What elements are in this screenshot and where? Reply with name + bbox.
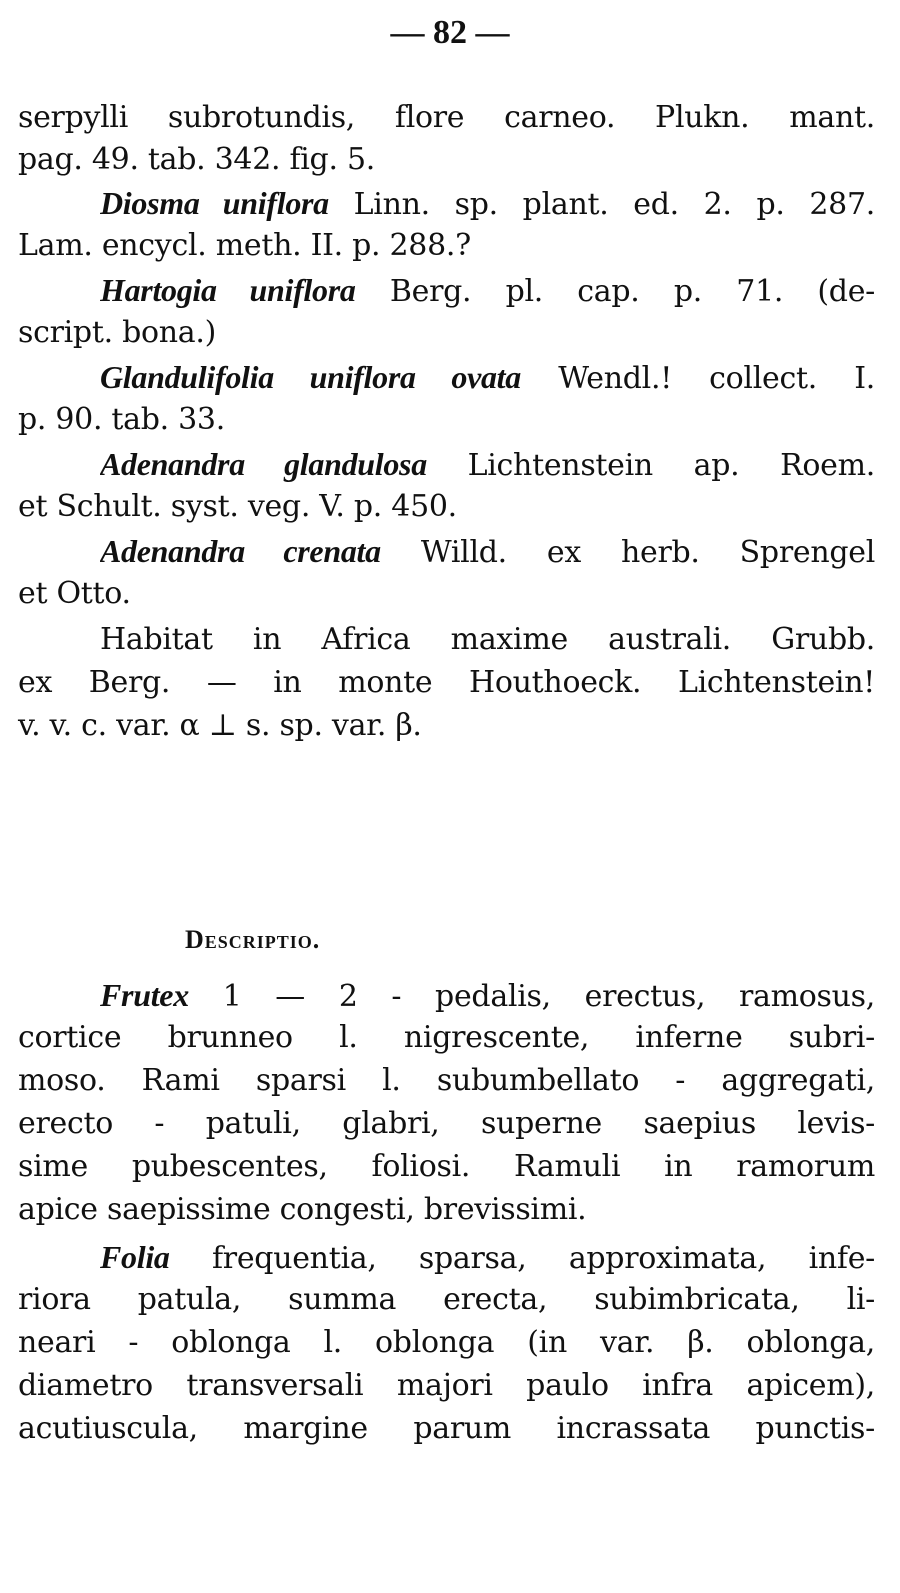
line-text: Berg. pl. cap. p. 71. (de- [355,274,875,309]
text-line [18,1190,875,1230]
line-text: p. 90. tab. 33. [18,402,225,437]
line-text: frequentia, sparsa, approximata, infe- [169,1241,875,1276]
line-text: diametro transversali majori paulo infra apicem), [18,1368,875,1403]
text-line [18,1147,875,1187]
text-line [100,620,875,660]
text-line [18,706,875,746]
text-line [100,1237,875,1277]
taxon-name: Adenandra glandulosa [100,446,427,482]
line-text: riora patula, summa erecta, subimbricata, li- [18,1282,875,1317]
text-line [18,1409,875,1449]
line-text: 1 — 2 - pedalis, erectus, ramosus, [188,979,875,1014]
line-text: acutiuscula, margine parum incrassata punctis- [18,1411,875,1446]
line-text: script. bona.) [18,315,216,350]
taxon-name: Adenandra crenata [100,533,381,569]
line-text: apice saepissime congesti, brevissimi. [18,1192,587,1227]
taxon-name: Folia [100,1239,170,1275]
text-line [18,663,875,703]
text-line [100,183,875,223]
line-text: moso. Rami sparsi l. subumbellato - aggregati, [18,1063,875,1098]
text-line [18,1323,875,1363]
text-line [18,1104,875,1144]
text-line [18,1018,875,1058]
taxon-name: Glandulifolia uniflora ovata [100,359,521,395]
text-line [18,574,875,614]
line-text: et Schult. syst. veg. V. p. 450. [18,489,457,524]
taxon-name: Frutex [100,977,189,1013]
line-text: Willd. ex herb. Sprengel [380,535,875,570]
text-line [100,270,875,310]
text-line [18,487,875,527]
section-heading: Descriptio. [185,925,321,954]
line-text: Linn. sp. plant. ed. 2. p. 287. [328,187,875,222]
taxon-name: Diosma uniflora [100,185,329,221]
text-line [100,531,875,571]
line-text: Habitat in Africa maxime australi. Grubb. [100,622,875,657]
line-text: serpylli subrotundis, flore carneo. Plukn. mant. [18,100,875,135]
text-line [18,140,875,180]
text-line [18,226,875,266]
text-line [18,1061,875,1101]
text-line [100,975,875,1015]
text-line [18,400,875,440]
line-text: erecto - patuli, glabri, superne saepius levis- [18,1106,875,1141]
text-line [100,444,875,484]
line-text: Lichtenstein ap. Roem. [426,448,875,483]
line-text: cortice brunneo l. nigrescente, inferne subri- [18,1020,875,1055]
page-number: — 82 — [390,14,510,51]
line-text: Wendl.! collect. I. [520,361,875,396]
taxon-name: Hartogia uniflora [100,272,356,308]
line-text: neari - oblonga l. oblonga (in var. β. oblonga, [18,1325,875,1360]
line-text: sime pubescentes, foliosi. Ramuli in ramorum [18,1149,875,1184]
line-text: et Otto. [18,576,131,611]
text-line [18,1366,875,1406]
line-text: v. v. c. var. α ⊥ s. sp. var. β. [18,708,422,743]
text-line [100,357,875,397]
text-line [18,98,875,138]
line-text: Lam. encycl. meth. II. p. 288.? [18,228,471,263]
line-text: pag. 49. tab. 342. fig. 5. [18,142,375,177]
line-text: ex Berg. — in monte Houthoeck. Lichtenstein! [18,665,875,700]
text-line [18,1280,875,1320]
text-line [18,313,875,353]
